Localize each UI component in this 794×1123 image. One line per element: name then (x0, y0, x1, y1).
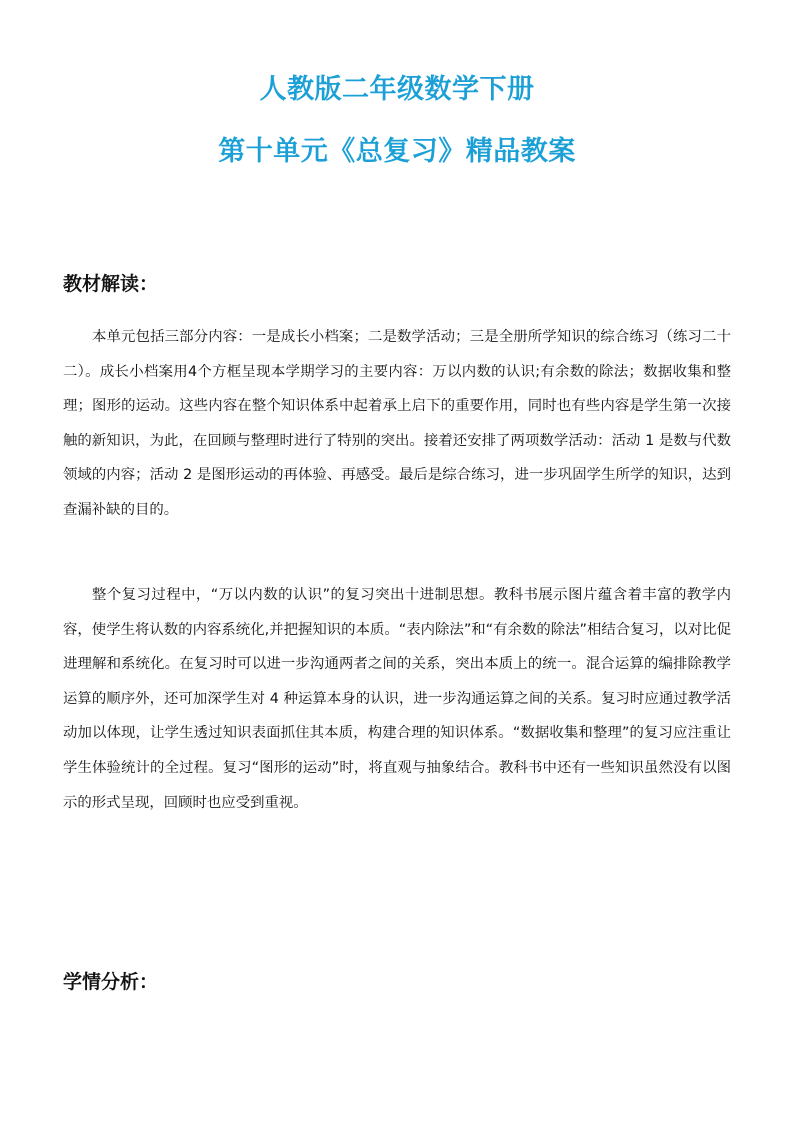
paragraph-unit-content: 本单元包括三部分内容：一是成长小档案；二是数学活动；三是全册所学知识的综合练习（练习二十二）。成长小档案用4个方框呈现本学期学习的主要内容：万以内数的认识;有余数的除法；数据收集和整理；图形的运动。这些内容在整个知识体系中起着承上启下的重要作用，同时也有些内容是学生第一次接触的新知识，为此，在回顾与整理时进行了特别的突出。接着还安排了两项数学活动：活动 1 是数与代数领域的内容；活动 2 是图形运动的再体验、再感受。最后是综合练习，进一步巩固学生所学的知识，达到查漏补缺的目的。 (63, 329, 731, 518)
section-heading-textbook-analysis: 教材解读： (63, 273, 159, 295)
section-heading-student-analysis: 学情分析： (63, 971, 159, 993)
paragraph-review-process: 整个复习过程中，“万以内数的认识”的复习突出十进制思想。教科书展示图片蕴含着丰富的教学内容，使学生将认数的内容系统化,并把握知识的本质。“表内除法”和“有余数的除法”相结合复习，以对比促进理解和系统化。在复习时可以进一步沟通两者之间的关系，突出本质上的统一。混合运算的编排除教学运算的顺序外，还可加深学生对 4 种运算本身的认识，进一步沟通运算之间的关系。复习时应通过教学活动加以体现，让学生透过知识表面抓住其本质，构建合理的知识体系。“数据收集和整理”的复习应注重让学生体验统计的全过程。复习“图形的运动”时，将直观与抽象结合。教科书中还有一些知识虽然没有以图示的形式呈现，回顾时也应受到重视。 (63, 587, 731, 811)
document-title-line2: 第十单元《总复习》精品教案 (218, 136, 576, 167)
document-title-line1: 人教版二年级数学下册 (259, 74, 535, 105)
